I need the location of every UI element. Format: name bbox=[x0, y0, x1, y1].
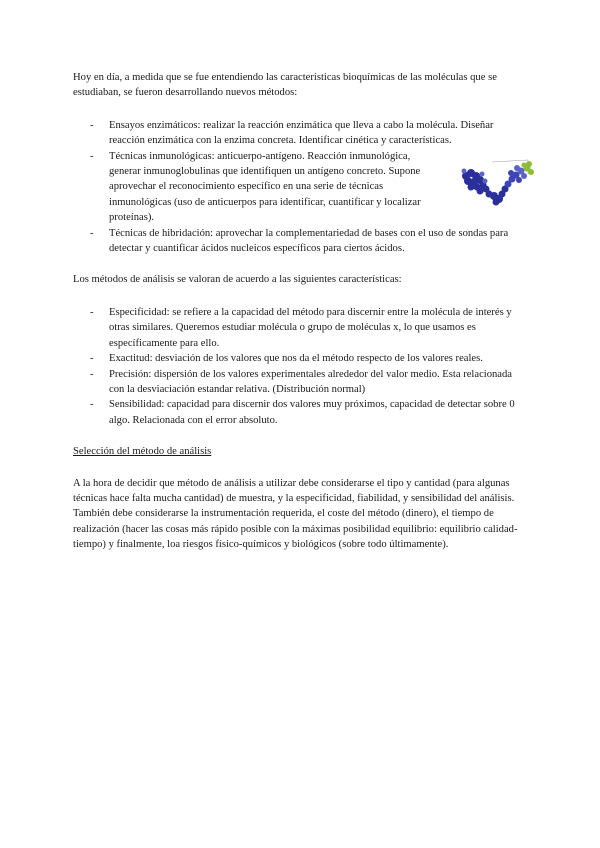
antibody-fc bbox=[490, 185, 509, 205]
criteria-list bbox=[73, 305, 528, 428]
list-item bbox=[73, 149, 528, 226]
bullet-dash: - bbox=[90, 368, 94, 380]
selection-paragraph: A la hora de decidir que método de análisis a utilizar debe considerarse el tipo y cantidad (para algunas técnicas hace falta mucha cantidad) de muestra, y la especificidad, fiabilidad, y sensibilidad del análisis. También debe considerarse la instrumentación requerida, el coste del método (dinero), el tiempo de realización (hacer las cosas más rápido posible con la máximas posibilidad equilibrio: equilibrio calidad-tiempo) y finalmente, loa riesgos físico-químicos y biológicos (sobre todo últimamente). bbox=[73, 477, 518, 551]
criterion-precision: Precisión: dispersión de los valores experimentales alrededor del valor medio. Esta relacionada con la desviaciación estandar relativa. (Distribución normal) bbox=[109, 368, 513, 395]
bullet-dash: - bbox=[90, 353, 94, 365]
list-item bbox=[73, 397, 528, 428]
list-item bbox=[73, 351, 528, 366]
methods-list bbox=[73, 118, 528, 257]
method-hybridization: Técnicas de hibridación: aprovechar la complementariedad de bases con el uso de sondas para detectar y cuantificar ácidos nucleicos específicos para ciertos ácidos. bbox=[109, 227, 509, 255]
list-item bbox=[73, 118, 528, 149]
list-item bbox=[73, 305, 528, 351]
document-page bbox=[73, 70, 528, 553]
criterion-sensitivity: Sensibilidad: capacidad para discernir dos valores muy próximos, capacidad de detectar sobre 0 algo. Relacionada con el error absoluto. bbox=[109, 399, 515, 426]
criterion-accuracy: Exactitud: desviación de los valores que nos da el método respecto de los valores reales. bbox=[109, 353, 483, 365]
intro-paragraph: Hoy en día, a medida que se fue entendiendo las características bioquímicas de las moléculas que se estudiaban, se fueron desarrollando nuevos métodos: bbox=[73, 72, 497, 99]
bullet-dash: - bbox=[90, 306, 94, 318]
bullet-dash: - bbox=[90, 227, 94, 239]
criterion-specificity: Especificidad: se refiere a la capacidad del método para discernir entre la molécula de interés y otras similares. Queremos estudiar molécula o grupo de moléculas x, lo que usamos es específicamente para ello. bbox=[109, 306, 512, 349]
antigen-complex bbox=[462, 169, 493, 198]
antibody-structure-icon bbox=[458, 156, 536, 208]
criteria-intro: Los métodos de análisis se valoran de acuerdo a las siguientes características: bbox=[73, 274, 402, 286]
method-enzymatic: Ensayos enzimáticos: realizar la reacción enzimática que lleva a cabo la molécula. Diseñar reacción enzimática con la enzima concreta. Identificar cinética y características. bbox=[109, 119, 494, 147]
bullet-dash: - bbox=[90, 150, 94, 162]
bullet-dash: - bbox=[90, 119, 94, 131]
bullet-dash: - bbox=[90, 399, 94, 411]
list-item bbox=[73, 226, 528, 257]
section-heading: Selección del método de análisis bbox=[73, 446, 212, 458]
list-item bbox=[73, 367, 528, 398]
method-immunological: Técnicas inmunológicas: anticuerpo-antígeno. Reacción inmunológica, generar inmunoglobulinas que identifiquen un antígeno concreto. Supone aprovechar el reconocimiento específico en una serie de técnicas inmunológicas (uso de anticuerpos para identificar, cuantificar y localizar proteínas). bbox=[109, 150, 421, 224]
